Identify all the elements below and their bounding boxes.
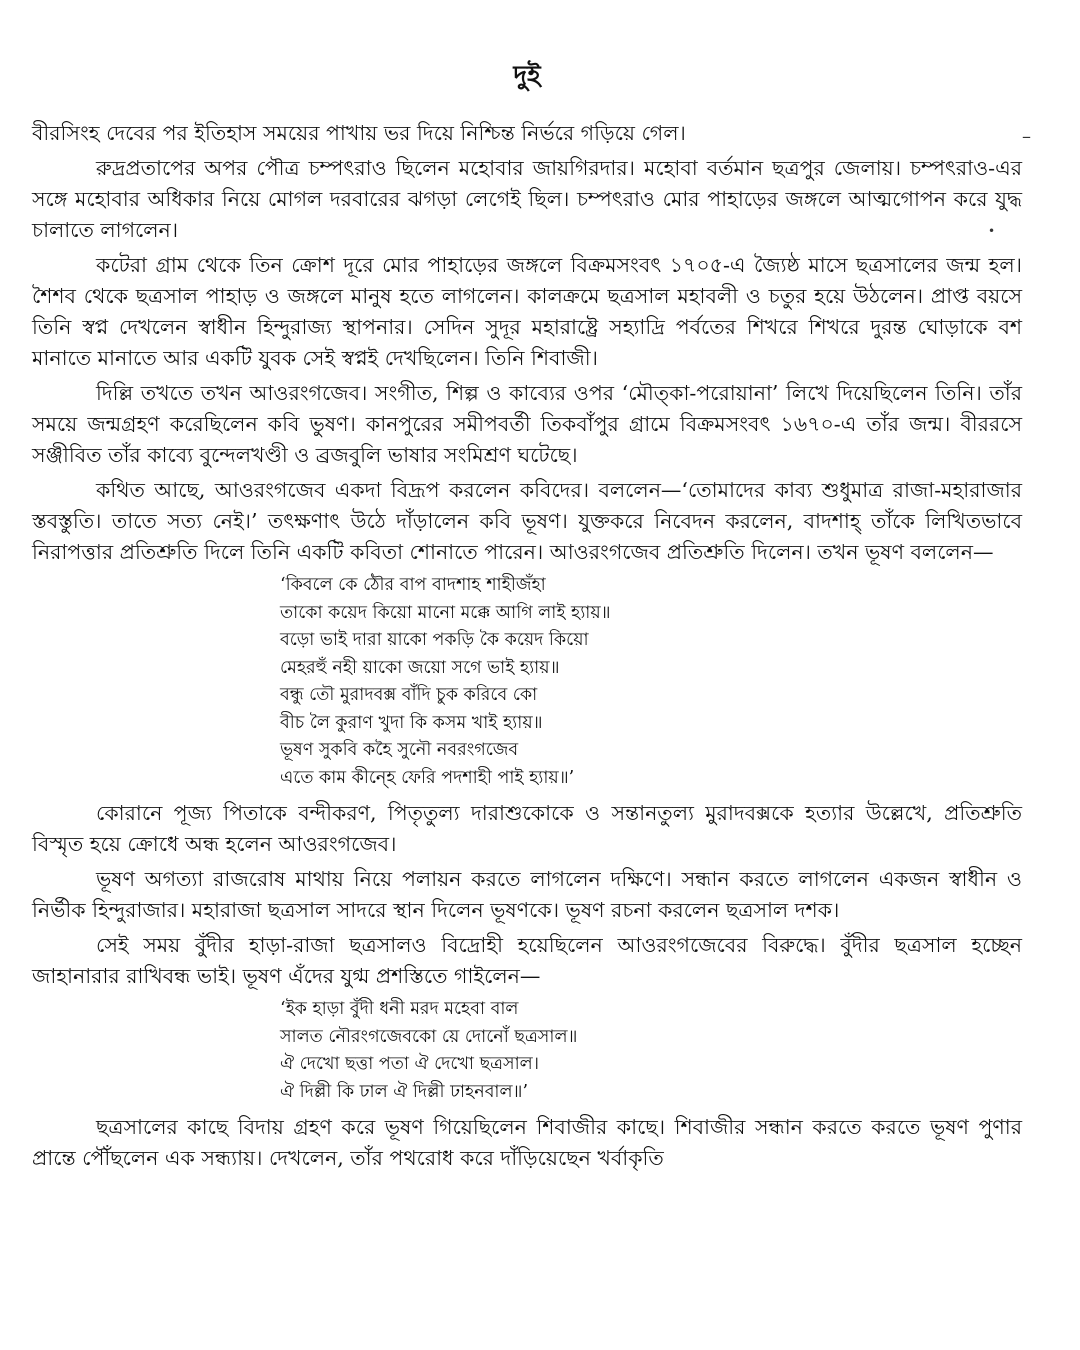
- verse-block-2: [280, 996, 1022, 1106]
- verse-line: বড়ো ভাই দারা য়াকো পকড়ি কৈ কয়েদ কিয়ো: [280, 630, 589, 650]
- chapter-title: দুই: [513, 61, 541, 91]
- verse-line: ‘কিবলে কে ঠৌর বাপ বাদশাহ শাহীজঁহা: [280, 575, 546, 595]
- verse-line: বীচ লৈ কুরাণ খুদা কি কসম খাই হ্যায়॥: [280, 712, 543, 733]
- verse-line: এতে কাম কীন্হে ফেরি পদশাহী পাই হ্যায়॥’: [280, 767, 575, 788]
- scan-mark-dot: •: [988, 224, 996, 238]
- paragraph-1: বীরসিংহ দেবের পর ইতিহাস সময়ের পাখায় ভর দিয়ে নিশ্চিন্ত নির্ভরে গড়িয়ে গেল।: [32, 121, 686, 145]
- paragraph-6: কোরানে পূজ্য পিতাকে বন্দীকরণ, পিতৃতুল্য দারাশুকোকে ও সন্তানতুল্য মুরাদবক্সকে হত্যার উল্লেখে, প্রতিশ্রুতি বিস্মৃত হয়ে ক্রোধে অন্ধ হলেন আওরংগজেব।: [32, 801, 1022, 856]
- paragraph-5: কথিত আছে, আওরংগজেব একদা বিদ্রূপ করলেন কবিদের। বললেন—‘তোমাদের কাব্য শুধুমাত্র রাজা-মহারাজার স্তবস্তুতি। তাতে সত্য নেই।’ তৎক্ষণাৎ উঠে দাঁড়ালেন কবি ভূষণ। যুক্তকরে নিবেদন করলেন, বাদশাহ্ তাঁকে লিখিতভাবে নিরাপত্তার প্রতিশ্রুতি দিলে তিনি একটি কবিতা শোনাতে পারেন। আওরংগজেব প্রতিশ্রুতি দিলেন। তখন ভূষণ বললেন—: [32, 478, 1022, 564]
- scan-mark-dash: –: [1022, 126, 1031, 147]
- verse-line: মেহরহুঁ নহী য়াকো জয়ো সগে ভাই হ্যায়॥: [280, 657, 560, 678]
- paragraph-3: কটেরা গ্রাম থেকে তিন ক্রোশ দূরে মোর পাহাড়ের জঙ্গলে বিক্রমসংবৎ ১৭০৫-এ জ্যৈষ্ঠ মাসে ছত্রসালের জন্ম হল। শৈশব থেকে ছত্রসাল পাহাড় ও জঙ্গলে মানুষ হতে লাগলেন। কালক্রমে ছত্রসাল মহাবলী ও চতুর হয়ে উঠলেন। প্রাপ্ত বয়সে তিনি স্বপ্ন দেখলেন স্বাধীন হিন্দুরাজ্য স্থাপনার। সেদিন সুদূর মহারাষ্ট্রে সহ্যাদ্রি পর্বতের শিখরে শিখরে দুরন্ত ঘোড়াকে বশ মানাতে মানাতে আর একটি যুবক সেই স্বপ্নই দেখছিলেন। তিনি শিবাজী।: [32, 253, 1022, 370]
- paragraph-8: সেই সময় বুঁদীর হাড়া-রাজা ছত্রসালও বিদ্রোহী হয়েছিলেন আওরংগজেবের বিরুদ্ধে। বুঁদীর ছত্রসাল হচ্ছেন জাহানারার রাখিবন্ধ ভাই। ভূষণ এঁদের যুগ্ম প্রশস্তিতে গাইলেন—: [32, 933, 1022, 988]
- verse-line: ভূষণ সুকবি কহৈ সুনৌ নবরংগজেব: [280, 740, 519, 760]
- verse-line: ঐ দেখো ছত্তা পতা ঐ দেখো ছত্রসাল।: [280, 1054, 539, 1074]
- verse-line: বন্ধু তৌ মুরাদবক্স বাঁদি চুক করিবে কো: [280, 685, 538, 705]
- verse-line: ঐ দিল্লী কি ঢাল ঐ দিল্লী ঢাহনবাল॥’: [280, 1081, 529, 1102]
- verse-line: সালত নৌরংগজেবকো য়ে দোনোঁ ছত্রসাল॥: [280, 1026, 578, 1047]
- verse-block-1: [280, 572, 1022, 792]
- paragraph-9: ছত্রসালের কাছে বিদায় গ্রহণ করে ভূষণ গিয়েছিলেন শিবাজীর কাছে। শিবাজীর সন্ধান করতে করতে ভূষণ পুণার প্রান্তে পৌঁছলেন এক সন্ধ্যায়। দেখলেন, তাঁর পথরোধ করে দাঁড়িয়েছেন খর্বাকৃতি: [32, 1115, 1022, 1170]
- paragraph-7: ভূষণ অগত্যা রাজরোষ মাথায় নিয়ে পলায়ন করতে লাগলেন দক্ষিণে। সন্ধান করতে লাগলেন একজন স্বাধীন ও নির্ভীক হিন্দুরাজার। মহারাজা ছত্রসাল সাদরে স্থান দিলেন ভূষণকে। ভূষণ রচনা করলেন ছত্রসাল দশক।: [32, 867, 1022, 922]
- paragraph-4: দিল্লি তখতে তখন আওরংগজেব। সংগীত, শিল্প ও কাব্যের ওপর ‘মৌত্‌কা-পরোয়ানা’ লিখে দিয়েছিলেন তিনি। তাঁর সময়ে জন্মগ্রহণ করেছিলেন কবি ভুষণ। কানপুরের সমীপবর্তী তিকবাঁপুর গ্রামে বিক্রমসংবৎ ১৬৭০-এ তাঁর জন্ম। বীররসে সঞ্জীবিত তাঁর কাব্যে বুন্দেলখণ্ডী ও ব্রজবুলি ভাষার সংমিশ্রণ ঘটেছে।: [32, 381, 1022, 467]
- verse-line: তাকো কয়েদ কিয়ো মানো মক্কে আগি লাই হ্যায়॥: [280, 602, 611, 623]
- verse-line: ‘ইক হাড়া বুঁদী ধনী মরদ মহেবা বাল: [280, 999, 519, 1019]
- paragraph-2: রুদ্রপ্রতাপের অপর পৌত্র চম্পৎরাও ছিলেন মহোবার জায়গিরদার। মহোবা বর্তমান ছত্রপুর জেলায়। চম্পৎরাও-এর সঙ্গে মহোবার অধিকার নিয়ে মোগল দরবারের ঝগড়া লেগেই ছিল। চম্পৎরাও মোর পাহাড়ের জঙ্গলে আত্মগোপন করে যুদ্ধ চালাতে লাগলেন।: [32, 156, 1022, 242]
